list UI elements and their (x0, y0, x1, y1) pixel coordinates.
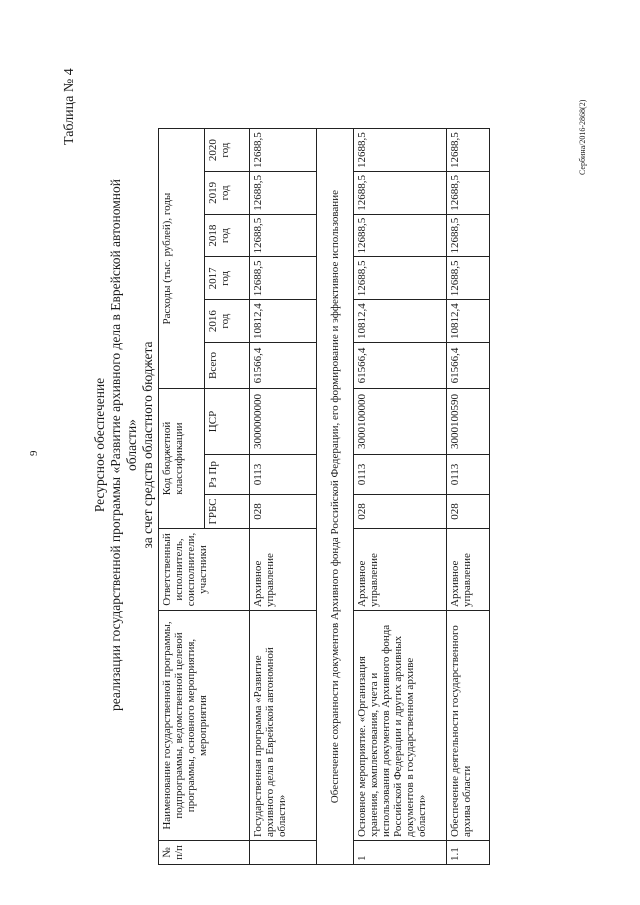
header-csr: ЦСР (204, 389, 250, 455)
row-2016: 10812,4 (354, 300, 447, 343)
row-grbs: 028 (354, 495, 447, 529)
table-row (354, 129, 447, 865)
row-2018: 12688,5 (250, 214, 317, 257)
row-csr: 3000100000 (354, 389, 447, 455)
row-num: 1.1 (447, 841, 490, 865)
header-2017: 2017 год (204, 257, 250, 300)
header-responsible: Ответственный исполнитель, соисполнители, участники (159, 529, 250, 611)
row-total: 61566,4 (250, 343, 317, 389)
table-row (250, 129, 317, 865)
row-2018: 12688,5 (447, 214, 490, 257)
title-line-2: реализации государственной программы «Развитие архивного дела в Еврейской автономной области» (108, 178, 139, 712)
row-2016: 10812,4 (250, 300, 317, 343)
row-name: Государственная программа «Развитие архивного дела в Еврейской автономной области» (250, 611, 317, 841)
header-rzpr: Рз Пр (204, 455, 250, 495)
section-row (317, 129, 354, 865)
row-2017: 12688,5 (250, 257, 317, 300)
header-2018: 2018 год (204, 214, 250, 257)
row-csr: 3000000000 (250, 389, 317, 455)
row-num (250, 841, 317, 865)
row-name: Обеспечение деятельности государственного архива области (447, 611, 490, 841)
table-label: Таблица № 4 (62, 68, 77, 145)
section-heading: Обеспечение сохранности документов Архивного фонда Российской Федерации, его формирование и эффективное использование (317, 129, 354, 865)
row-2017: 12688,5 (447, 257, 490, 300)
row-2020: 12688,5 (447, 129, 490, 172)
title-line-3: за счет средств областного бюджета (140, 341, 155, 549)
resource-table (158, 128, 490, 865)
row-rzpr: 0113 (250, 455, 317, 495)
row-responsible: Архивное управление (354, 529, 447, 611)
header-total: Всего (204, 343, 250, 389)
row-2019: 12688,5 (250, 172, 317, 215)
row-name: Основное мероприятие. «Организация хранения, комплектования, учета и использования документов Архивного фонда Российской Федерации и других архивных документов в государственном архиве области» (354, 611, 447, 841)
row-2018: 12688,5 (354, 214, 447, 257)
title-line-1: Ресурсное обеспечение (92, 377, 107, 513)
header-expenses: Расходы (тыс. рублей), годы (159, 129, 205, 389)
row-rzpr: 0113 (447, 455, 490, 495)
row-2017: 12688,5 (354, 257, 447, 300)
header-row-1 (159, 129, 205, 865)
header-num: № п/п (159, 841, 250, 865)
row-num: 1 (354, 841, 447, 865)
header-2019: 2019 год (204, 172, 250, 215)
page-number: 9 (28, 450, 40, 456)
footer-reference: Сербина/2016-2868(2) (578, 99, 587, 175)
row-rzpr: 0113 (354, 455, 447, 495)
row-total: 61566,4 (354, 343, 447, 389)
row-2020: 12688,5 (250, 129, 317, 172)
table-row (447, 129, 490, 865)
document-title (92, 165, 156, 725)
row-2020: 12688,5 (354, 129, 447, 172)
row-csr: 3000100590 (447, 389, 490, 455)
header-name: Наименование государственной программы, подпрограммы, ведомственной целевой программы, основного мероприятия, мероприятия (159, 611, 250, 841)
header-grbs: ГРБС (204, 495, 250, 529)
header-2020: 2020 год (204, 129, 250, 172)
row-2016: 10812,4 (447, 300, 490, 343)
row-grbs: 028 (447, 495, 490, 529)
row-responsible: Архивное управление (447, 529, 490, 611)
header-2016: 2016 год (204, 300, 250, 343)
row-2019: 12688,5 (354, 172, 447, 215)
row-responsible: Архивное управление (250, 529, 317, 611)
row-total: 61566,4 (447, 343, 490, 389)
header-budget-code: Код бюджетной классификации (159, 389, 205, 529)
row-2019: 12688,5 (447, 172, 490, 215)
row-grbs: 028 (250, 495, 317, 529)
